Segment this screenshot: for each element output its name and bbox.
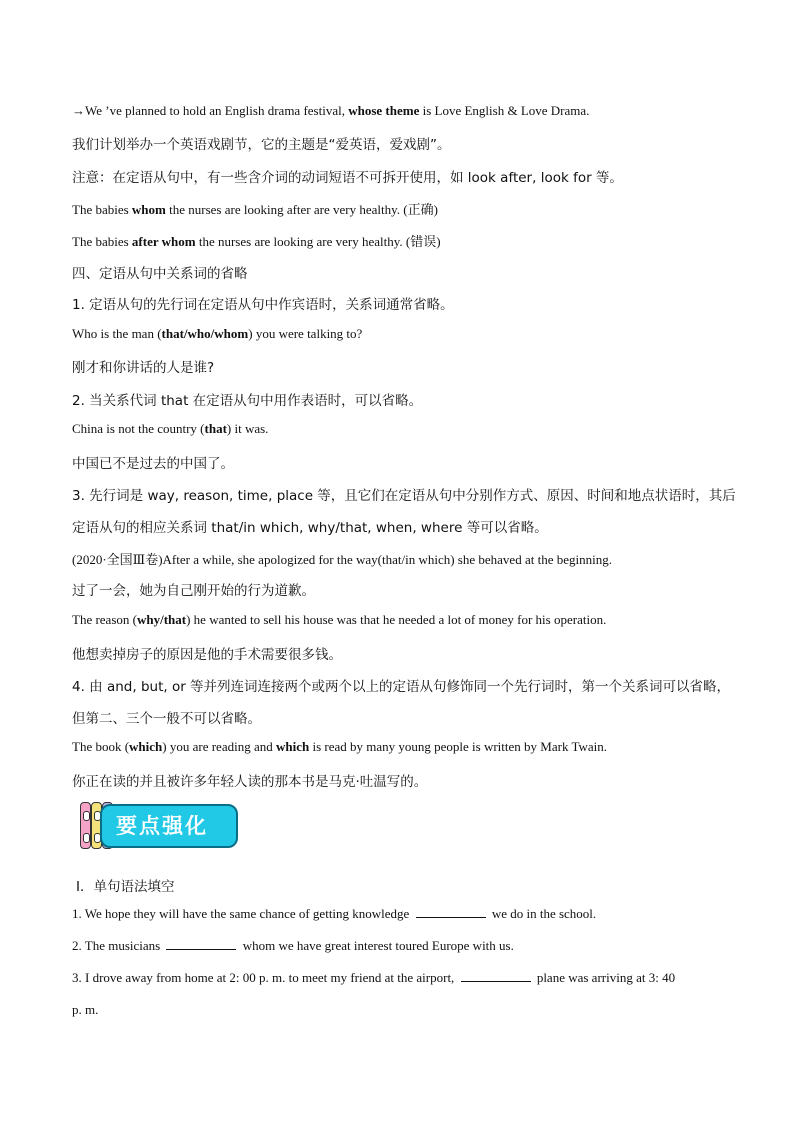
translation-rule-3-reason: 他想卖掉房子的原因是他的手术需要很多钱。	[72, 647, 342, 663]
rule-3-line-2: 定语从句的相应关系词 that/in which, why/that, when, where 等可以省略。	[72, 520, 548, 536]
translation-rule-1: 刚才和你讲话的人是谁?	[72, 360, 215, 376]
example-wrong: The babies after whom the nurses are looking are very healthy. (错误)	[72, 234, 441, 249]
translation-drama-festival: 我们计划举办一个英语戏剧节，它的主题是“爱英语，爱戏剧”。	[72, 137, 451, 153]
example-rule-4: The book (which) you are reading and which is read by many young people is written by Mark Twain.	[72, 739, 608, 754]
rule-3-line-1: 3. 先行词是 way, reason, time, place 等，且它们在定语从句中分别作方式、原因、时间和地点状语时，其后	[72, 488, 736, 504]
question-2: 2. The musicians whom we have great interest toured Europe with us.	[72, 938, 514, 953]
example-rule-3-exam: (2020·全国Ⅲ卷)After a while, she apologized for the way(that/in which) she behaved at the beginning.	[72, 552, 612, 567]
question-3-continued: p. m.	[72, 1002, 99, 1017]
note-phrasal-verbs: 注意：在定语从句中，有一些含介词的动词短语不可拆开使用，如 look after, look for 等。	[72, 170, 623, 186]
answer-blank-1[interactable]	[416, 907, 486, 918]
rule-1: 1. 定语从句的先行词在定语从句中作宾语时，关系词通常省略。	[72, 297, 454, 313]
rule-2: 2. 当关系代词 that 在定语从句中用作表语时，可以省略。	[72, 393, 423, 409]
translation-rule-4: 你正在读的并且被许多年轻人读的那本书是马克·吐温写的。	[72, 774, 428, 790]
answer-blank-3[interactable]	[461, 971, 531, 982]
example-correct: The babies whom the nurses are looking after are very healthy. (正确)	[72, 202, 438, 217]
translation-rule-2: 中国已不是过去的中国了。	[72, 456, 234, 472]
question-1: 1. We hope they will have the same chance of getting knowledge we do in the school.	[72, 906, 597, 921]
question-3: 3. I drove away from home at 2: 00 p. m. to meet my friend at the airport, plane was arriving at 3: 40	[72, 970, 676, 985]
answer-blank-2[interactable]	[166, 939, 236, 950]
rule-4-line-1: 4. 由 and, but, or 等并列连词连接两个或两个以上的定语从句修饰同一个先行词时，第一个关系词可以省略，	[72, 679, 731, 695]
binder-icon-pink	[80, 802, 91, 849]
example-rule-2: China is not the country (that) it was.	[72, 421, 269, 436]
example-rule-1: Who is the man (that/who/whom) you were talking to?	[72, 326, 363, 341]
rule-4-line-2: 但第二、三个一般不可以省略。	[72, 711, 261, 727]
section-heading-omission: 四、定语从句中关系词的省略	[72, 266, 248, 282]
example-rule-3-reason: The reason (why/that) he wanted to sell his house was that he needed a lot of money for his operation.	[72, 612, 607, 627]
example-sentence-whose-theme: →We ’ve planned to hold an English drama festival, whose theme is Love English & Love Drama.	[72, 103, 590, 118]
translation-rule-3-exam: 过了一会，她为自己刚开始的行为道歉。	[72, 583, 315, 599]
key-points-banner	[78, 802, 240, 852]
banner-title: 要点强化	[116, 814, 208, 838]
exercise-heading: Ⅰ．单句语法填空	[76, 879, 175, 895]
